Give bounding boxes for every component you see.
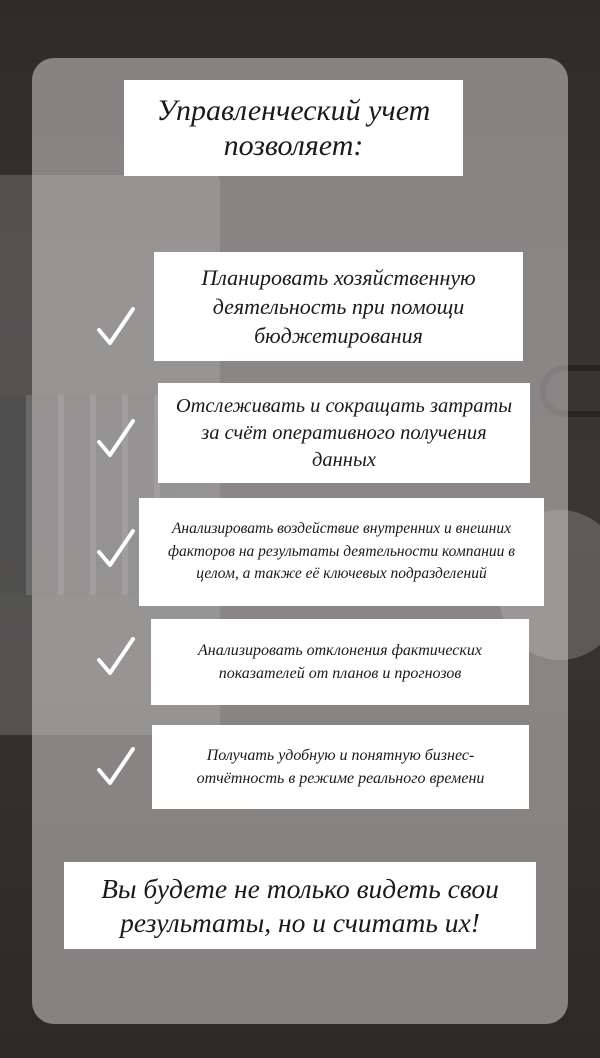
footer-text: Вы будете не только видеть свои результаты, но и считать их! [101, 872, 499, 938]
footer-box [64, 862, 536, 949]
title-box [124, 80, 463, 176]
benefit-text: Анализировать воздействие внутренних и внешних факторов на результаты деятельности компании в целом, а также её ключевых подразделений [167, 520, 516, 583]
benefit-item-1 [154, 252, 523, 361]
benefit-item-5 [152, 725, 529, 809]
checkmark-icon [96, 306, 136, 348]
checkmark-icon [96, 746, 136, 788]
benefit-item-2 [158, 383, 530, 483]
checkmark-icon [96, 636, 136, 678]
benefit-item-4 [151, 619, 529, 705]
page-title: Управленческий учет позволяет: [156, 94, 431, 162]
checkmark-icon [96, 528, 136, 570]
benefit-text: Отслеживать и сокращать затраты за счёт оперативного получения данных [175, 394, 513, 471]
checkmark-icon [96, 418, 136, 460]
benefit-item-3 [139, 498, 544, 606]
benefit-text: Получать удобную и понятную бизнес-отчётность в режиме реального времени [196, 747, 485, 787]
benefit-text: Анализировать отклонения фактических показателей от планов и прогнозов [198, 642, 482, 682]
benefit-text: Планировать хозяйственную деятельность при помощи бюджетирования [201, 265, 476, 348]
